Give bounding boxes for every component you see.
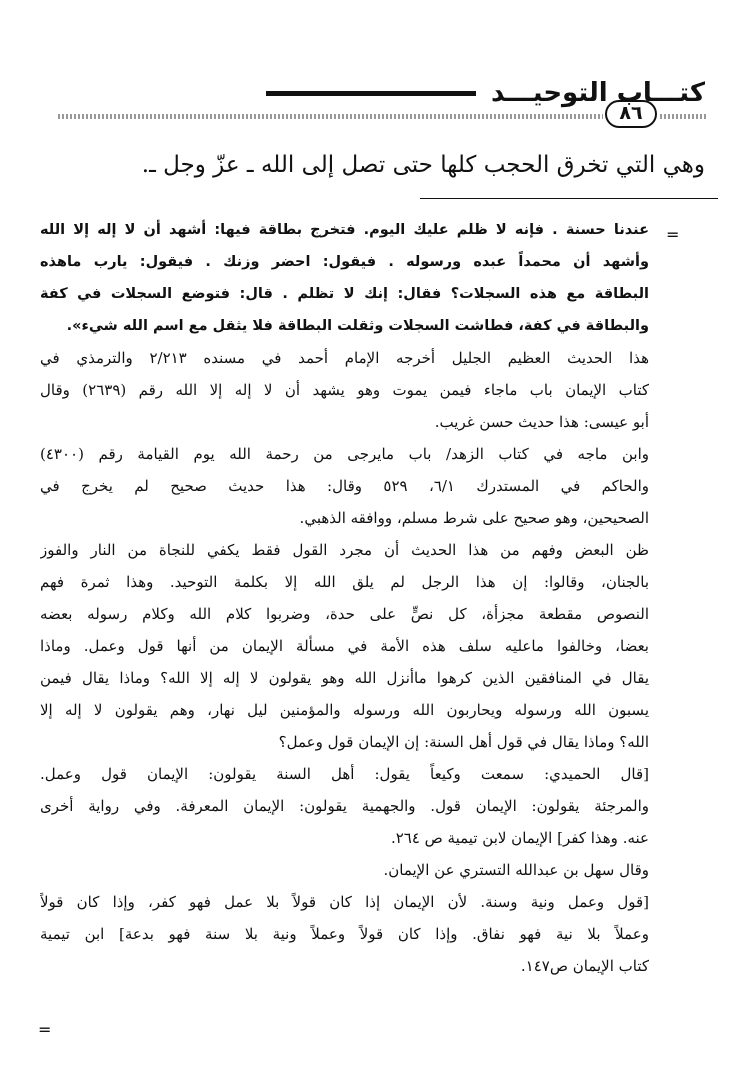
footnote-line: وقال سهل بن عبدالله التستري عن الإيمان. bbox=[383, 861, 649, 879]
footnote-line: ظن البعض وفهم من هذا الحديث أن مجرد القول فقط يكفي للنجاة من النار والفوز bbox=[40, 541, 649, 559]
header-rule bbox=[58, 114, 603, 119]
footnote-line: النصوص مقطعة مجزأة، كل نصٍّ على حدة، وضربوا كلام الله وكلام رسوله بعضه bbox=[40, 605, 649, 623]
header-rule-right bbox=[660, 114, 708, 119]
footnote-line: وعملاً بلا نية فهو نفاق. وإذا كان قولاً وعملاً ونية بلا سنة فهو بدعة] ابن تيمية bbox=[40, 925, 649, 943]
footnote-line: عنه. وهذا كفر] الإيمان لابن تيمية ص ٢٦٤. bbox=[390, 829, 649, 847]
footnote-line: [قول وعمل ونية وسنة. لأن الإيمان إذا كان قولاً بلا عمل فهو كفر، وإذا كان قولاً bbox=[40, 893, 649, 911]
footnote-line: وابن ماجه في كتاب الزهد/ باب مايرجى من رحمة الله يوم القيامة رقم (٤٣٠٠) bbox=[40, 445, 649, 463]
footnote-line: بعضا، وخالفوا ماعليه سلف هذه الأمة في مسألة الإيمان من أنها قول وعمل. وماذا bbox=[40, 637, 649, 655]
footnote-line: يقال في المنافقين الذين كرهوا ماأنزل الله وهو يقولون لا إله إلا الله؟ وماذا يقال فيمن bbox=[40, 669, 649, 687]
footnote-divider bbox=[420, 198, 718, 199]
footnote-line: عندنا حسنة . فإنه لا ظلم عليك اليوم. فتخرج بطاقة فيها: أشهد أن لا إله إلا الله bbox=[40, 222, 649, 238]
footnote-line: هذا الحديث العظيم الجليل أخرجه الإمام أحمد في مسنده ٢/٢١٣ والترمذي في bbox=[40, 349, 649, 367]
title-underline-bar bbox=[266, 91, 476, 96]
footnote-line: يسبون الله ورسوله ويحاربون الله ورسوله والمؤمنين ليل نهار، وهم يقولون لا إله إلا bbox=[40, 701, 649, 719]
continuation-marker-bottom: = bbox=[38, 1020, 52, 1039]
continuation-marker-top: = bbox=[666, 225, 680, 244]
footnote-line: بالجنان، وقالوا: إن هذا الرجل لم يلق الله إلا بكلمة التوحيد. وهذا ثمرة فهم bbox=[40, 573, 649, 591]
page-number: ٨٦ bbox=[605, 100, 657, 128]
footnote-line: والمرجئة يقولون: الإيمان قول. والجهمية يقولون: الإيمان المعرفة. وفي رواية أخرى bbox=[40, 797, 649, 815]
footnote-line: أبو عيسى: هذا حديث حسن غريب. bbox=[434, 413, 649, 431]
footnote-line: والحاكم في المستدرك ٦/١، ٥٢٩ وقال: هذا حديث صحيح لم يخرج في bbox=[40, 477, 649, 495]
footnote-line: [قال الحميدي: سمعت وكيعاً يقول: أهل السنة يقولون: الإيمان قول وعمل. bbox=[40, 765, 649, 783]
footnote-line: كتاب الإيمان باب ماجاء فيمن يموت وهو يشهد أن لا إله إلا الله رقم (٢٦٣٩) وقال bbox=[40, 381, 649, 399]
footnote-line: والبطاقة في كفة، فطاشت السجلات وثقلت البطاقة فلا يثقل مع اسم الله شيء». bbox=[66, 318, 649, 334]
footnote-line: وأشهد أن محمداً عبده ورسوله . فيقول: احضر وزنك . فيقول: يارب ماهذه bbox=[40, 254, 649, 270]
footnote-line: الصحيحين، وهو صحيح على شرط مسلم، ووافقه الذهبي. bbox=[299, 509, 649, 527]
footnotes bbox=[40, 214, 649, 982]
book-title-text: كتـــاب التوحيـــد bbox=[491, 78, 705, 108]
main-text: وهي التي تخرق الحجب كلها حتى تصل إلى الله ـ عزّ وجل ـ. bbox=[141, 152, 705, 178]
footnote-line: كتاب الإيمان ص١٤٧. bbox=[520, 957, 649, 975]
footnote-line: الله؟ وماذا يقال في قول أهل السنة: إن الإيمان قول وعمل؟ bbox=[278, 733, 649, 751]
footnote-line: البطاقة مع هذه السجلات؟ فقال: إنك لا تظلم . قال: فتوضع السجلات في كفة bbox=[40, 286, 649, 302]
